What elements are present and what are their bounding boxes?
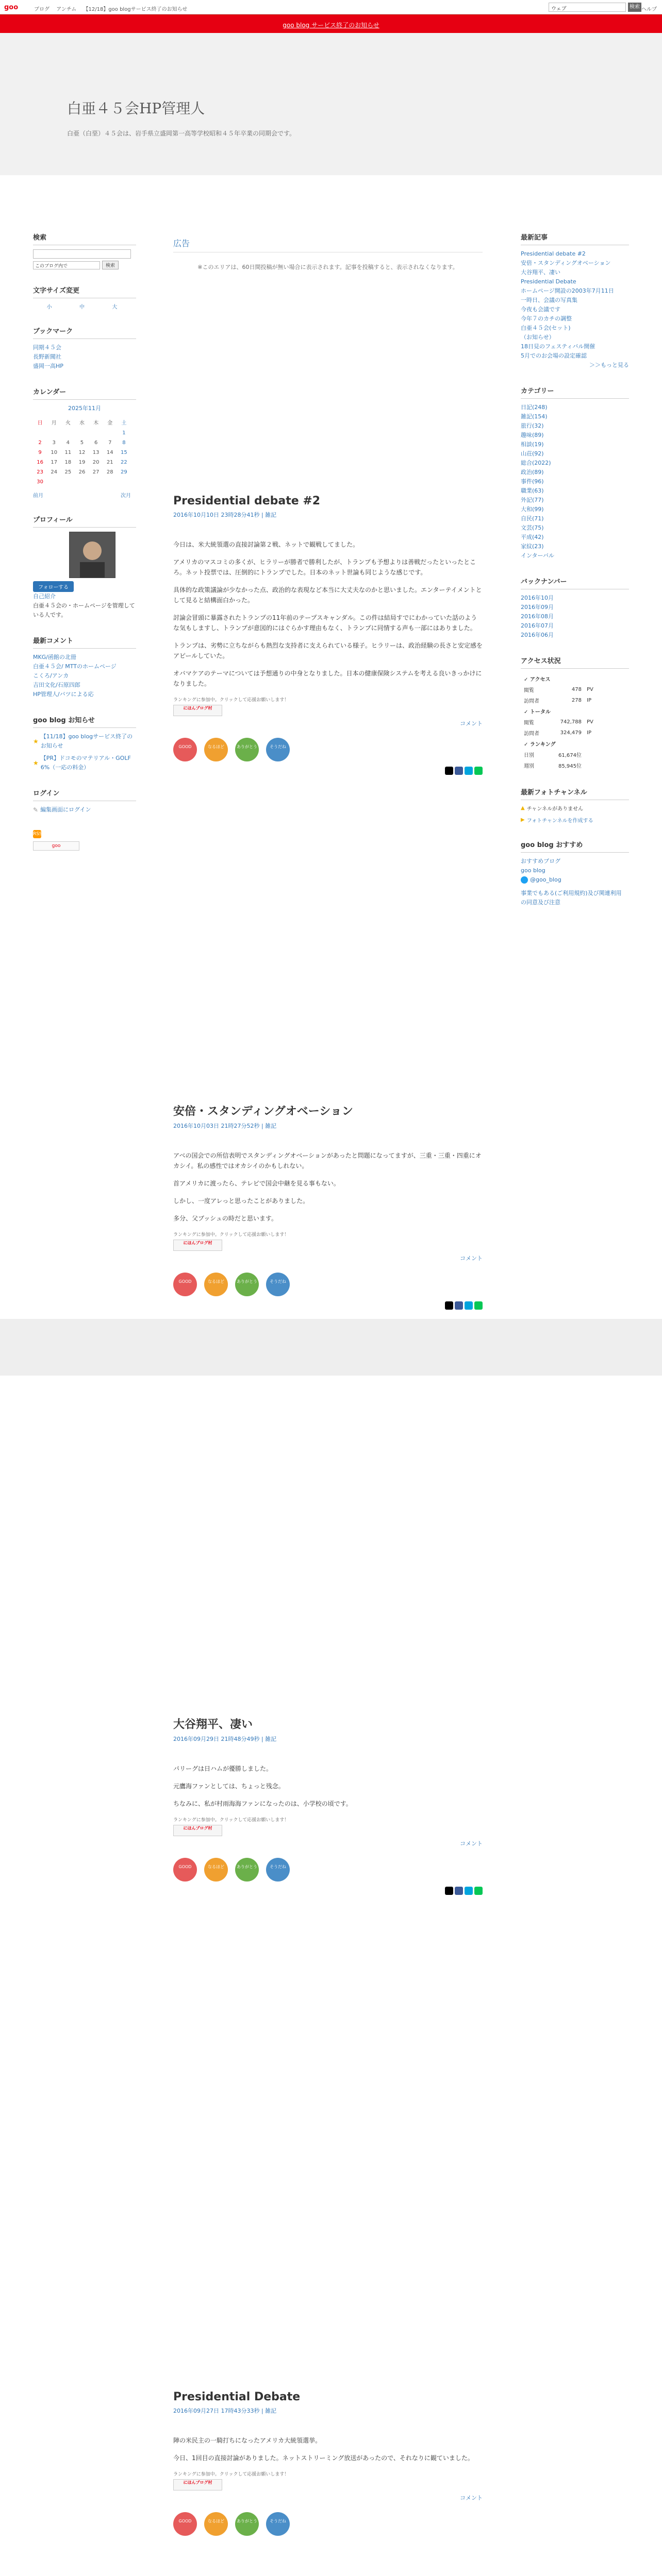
access-value: 324,479	[560, 730, 582, 736]
category-heading: カテゴリー	[521, 385, 629, 399]
photo-channel-heading: 最新フォトチャンネル	[521, 787, 629, 800]
ranking-label: ランキングに参加中。クリックして応援お願いします！	[173, 2472, 289, 2477]
calendar-day[interactable]: 1	[122, 430, 126, 436]
entry-paragraph: 多分、父ブッシュの時だと思います。	[173, 1215, 277, 1222]
recent-post-item[interactable]: Presidential debate #2	[521, 250, 586, 257]
blog-header	[0, 33, 662, 175]
calendar-day[interactable]: 13	[92, 450, 100, 455]
facebook-share-icon[interactable]	[455, 1887, 463, 1895]
entry-paragraph: 今日、1回目の直接討論がありました。ネットストリーミング放送があったので、それなりに観ていました。	[173, 2454, 474, 2462]
photo-channel-empty: チャンネルがありません	[526, 806, 584, 812]
category-item[interactable]: 日記(248)	[521, 404, 548, 411]
entry-body	[173, 539, 483, 689]
calendar-day	[61, 477, 75, 487]
backnumber-heading: バックナンバー	[521, 576, 629, 589]
calendar-weekday: 水	[79, 420, 85, 426]
blog-entry	[173, 495, 483, 776]
calendar-day	[47, 477, 61, 487]
calendar-day	[75, 428, 89, 438]
access-label: 訪問者	[524, 699, 539, 704]
recent-post-item[interactable]: Presidential Debate	[521, 278, 576, 285]
left-sidebar	[33, 232, 136, 866]
banner-text: にほんブログ村	[183, 706, 212, 710]
calendar-heading: カレンダー	[33, 386, 136, 400]
goodpost-button[interactable]: ありがとう	[235, 1858, 259, 1882]
calendar-day[interactable]: 19	[78, 460, 86, 465]
category-item[interactable]: 総合(2022)	[521, 460, 551, 466]
news-heading: goo blog お知らせ	[33, 715, 136, 728]
create-photo-channel[interactable]: フォトチャンネルを作成する	[526, 818, 593, 824]
ranking-box	[173, 2470, 483, 2490]
goodpost-button[interactable]: ありがとう	[235, 2512, 259, 2536]
entry-paragraph: パリーグは日ハムが優勝しました。	[173, 1765, 273, 1772]
goodpost-button[interactable]: なるほど	[204, 1858, 228, 1882]
recommend-heading: goo blog おすすめ	[521, 839, 629, 853]
recent-posts-heading: 最新記事	[521, 232, 629, 245]
access-value: 278	[571, 698, 582, 703]
banner-text: にほんブログ村	[183, 1826, 212, 1831]
backnumber-item[interactable]: 2016年07月	[521, 622, 554, 629]
access-unit: IP	[587, 698, 591, 703]
calendar-day[interactable]: 3	[52, 440, 56, 446]
calendar-day[interactable]: 15	[121, 450, 127, 455]
banner-text: にほんブログ村	[183, 1241, 212, 1245]
calendar-day[interactable]: 9	[38, 450, 42, 455]
category-item[interactable]: 政治(89)	[521, 469, 544, 476]
calendar-day[interactable]: 5	[80, 440, 84, 446]
help-link[interactable]: ヘルプ	[641, 7, 657, 12]
recent-comment-item[interactable]: MKG/函館の北冊	[33, 654, 76, 660]
access-value: 85,945位	[558, 764, 582, 769]
x-share-icon[interactable]	[445, 1301, 453, 1310]
entry-paragraph: しかし、一度アレっと思ったことがありました。	[173, 1197, 309, 1205]
calendar-day[interactable]: 17	[51, 460, 58, 465]
category-item[interactable]: 職業(63)	[521, 487, 544, 494]
calendar-prev[interactable]: 前月	[33, 493, 43, 499]
access-value: 742,788	[560, 719, 582, 725]
access-label: 週別	[524, 764, 534, 769]
recent-post-item[interactable]: 18日見のフェスティバル開催	[521, 343, 595, 350]
search-input[interactable]: ウェブ	[549, 3, 626, 12]
font-size-heading: 文字サイズ変更	[33, 285, 136, 298]
calendar-day[interactable]: 18	[64, 460, 72, 465]
more-link[interactable]: ＞＞もっと見る	[589, 362, 629, 368]
calendar-day[interactable]: 22	[121, 460, 127, 465]
twitter-icon	[521, 876, 528, 884]
calendar-month: 2025年11月	[68, 405, 101, 412]
access-unit: PV	[587, 719, 593, 725]
entry-paragraph: 陣の米民主の一騎打ちになったアメリカ大統領選挙。	[173, 2437, 322, 2444]
entry-date[interactable]: 2016年09月27日 17時43分33秒 | 雑記	[173, 2408, 277, 2414]
recent-post-item[interactable]: 大谷翔平、凄い	[521, 269, 560, 276]
calendar-day	[75, 477, 89, 487]
access-table	[521, 673, 597, 771]
goodpost-button[interactable]: ありがとう	[235, 1273, 259, 1296]
ranking-label: ランキングに参加中。クリックして応援お願いします！	[173, 698, 289, 703]
blog-title[interactable]: 白亜４５会HP管理人	[67, 100, 205, 117]
calendar-day[interactable]: 6	[94, 440, 98, 446]
calendar-day	[103, 477, 117, 487]
calendar-next[interactable]: 次月	[121, 493, 131, 499]
notice-bar	[0, 14, 662, 33]
goodpost-button[interactable]: そうだね	[266, 1273, 290, 1296]
blog-search-input[interactable]	[33, 249, 131, 259]
category-item[interactable]: 雑記(154)	[521, 413, 548, 420]
comment-link[interactable]: コメント	[460, 720, 483, 727]
category-item[interactable]: 山荘(92)	[521, 450, 544, 457]
calendar-day[interactable]: 4	[66, 440, 70, 446]
news-item[interactable]: 【11/18】goo blogサービス終了のお知らせ	[40, 733, 133, 749]
right-sidebar	[521, 232, 629, 923]
comment-link[interactable]: コメント	[460, 1255, 483, 1262]
font-size-large[interactable]: 大	[112, 304, 118, 310]
calendar-table	[33, 416, 131, 487]
calendar-day[interactable]: 14	[106, 450, 113, 455]
calendar-day[interactable]: 12	[78, 450, 86, 455]
category-item[interactable]: 家紋(23)	[521, 543, 544, 550]
calendar-day[interactable]: 8	[122, 440, 126, 446]
access-unit: PV	[587, 687, 593, 692]
access-label: 訪問者	[524, 731, 539, 737]
entry-paragraph: アベの国会での所信表明でスタンディングオベーションがあったと問題になってますが、三重・三重・四重にオカシイ。私の感性ではオカシイのかもしれない。	[173, 1152, 482, 1170]
warning-icon: ▲	[521, 805, 525, 811]
calendar-weekday: 日	[37, 420, 43, 426]
share-bar	[173, 1301, 483, 1311]
recommend-item[interactable]: @goo_blog	[530, 876, 561, 883]
access-unit	[585, 750, 595, 759]
entry-title[interactable]: 大谷翔平、凄い	[173, 1718, 253, 1731]
access-value: 61,674位	[558, 753, 582, 758]
bookmark-item[interactable]: 長野新聞社	[33, 353, 61, 360]
entry-paragraph: アメリカのマスコミの多くが、ヒラリーが勝者で勝利したが、トランプも予想よりは善戦だったといったところ。ネット投票では、圧倒的にトランプでした。日本のネット世論も同じような感じです。	[173, 558, 476, 576]
banner-text: にほんブログ村	[183, 2480, 212, 2485]
entry-body	[173, 2435, 483, 2463]
login-link[interactable]: 編集画面にログイン	[40, 806, 91, 813]
font-size-small[interactable]: 小	[46, 304, 52, 310]
entry-date[interactable]: 2016年10月10日 23時28分41秒 | 雑記	[173, 512, 277, 518]
top-nav-antimu[interactable]: アンチム	[56, 7, 77, 12]
entry-paragraph: 具体的な政策議論が少なかった点、政治的な表現など本当に大丈夫なのかと思いました。エンターテイメントとして見ると結構面白かった。	[173, 586, 482, 604]
search-heading: 検索	[33, 232, 136, 245]
access-heading: アクセス状況	[521, 655, 629, 669]
entry-paragraph: 首アメリカに渡ったら、テレビで国会中継を見る事もない。	[173, 1180, 340, 1187]
ranking-label: ランキングに参加中。クリックして応援お願いします！	[173, 1232, 289, 1238]
category-item[interactable]: 大和(99)	[521, 506, 544, 513]
recommend-item[interactable]: goo blog	[521, 867, 545, 874]
share-bar	[173, 1887, 483, 1896]
search-scope-select[interactable]: このブログ内で	[33, 261, 100, 269]
search-button[interactable]: 検索	[628, 3, 641, 12]
plus-icon: ▶	[521, 817, 525, 823]
login-heading: ログイン	[33, 788, 136, 801]
recent-post-item[interactable]: 白亜４５会(セット)	[521, 325, 571, 331]
ranking-label: ランキングに参加中。クリックして応援お願いします！	[173, 1818, 289, 1823]
goodpost-button[interactable]: GOOD	[173, 2512, 197, 2536]
blog-ranking-banner[interactable]	[173, 705, 222, 716]
goodpost-button[interactable]: GOOD	[173, 1273, 197, 1296]
access-unit: IP	[587, 730, 591, 736]
comment-link[interactable]: コメント	[460, 1840, 483, 1847]
recent-comments-heading: 最新コメント	[33, 635, 136, 649]
goodpost-button[interactable]: そうだね	[266, 2512, 290, 2536]
goodpost-bar	[173, 738, 483, 761]
calendar-day[interactable]: 20	[92, 460, 100, 465]
terms-link-2[interactable]: の同意及び注意	[521, 899, 560, 906]
access-label: 日別	[524, 753, 534, 758]
share-bar	[173, 767, 483, 776]
entry-title[interactable]: Presidential debate #2	[173, 495, 321, 507]
calendar-day[interactable]: 16	[37, 460, 43, 465]
backnumber-item[interactable]: 2016年06月	[521, 632, 554, 638]
section-divider	[0, 1319, 662, 1376]
ranking-box	[173, 1231, 483, 1251]
goodpost-bar	[173, 1273, 483, 1296]
category-item[interactable]: 趣味(89)	[521, 432, 544, 438]
category-item[interactable]: 文芸(75)	[521, 524, 544, 531]
entry-paragraph: トランプは、劣勢に立ちながらも熱烈な支持者に支えられている様子。ヒラリーは、政治経験の長さと安定感をアピールしていた。	[173, 642, 483, 659]
calendar-weekday: 火	[65, 420, 71, 426]
profile-link[interactable]: 自己紹介	[33, 593, 56, 600]
calendar-day[interactable]: 25	[64, 469, 72, 475]
backnumber-item[interactable]: 2016年09月	[521, 604, 554, 611]
entry-paragraph: 元鷹海ファンとしては、ちょっと残念。	[173, 1783, 285, 1790]
calendar-day[interactable]: 24	[51, 469, 58, 475]
profile-heading: プロフィール	[33, 514, 136, 528]
goodpost-button[interactable]: なるほど	[204, 738, 228, 761]
backnumber-item[interactable]: 2016年08月	[521, 613, 554, 620]
recent-comment-item[interactable]: 吉田文化/石原四郎	[33, 682, 80, 688]
recent-post-item[interactable]: 安倍・スタンディングオベーション	[521, 260, 611, 266]
calendar-day	[33, 428, 47, 438]
goodpost-button[interactable]: GOOD	[173, 738, 197, 761]
blog-ranking-banner[interactable]	[173, 2479, 222, 2490]
category-item[interactable]: 旅行(32)	[521, 422, 544, 429]
ranking-box	[173, 1816, 483, 1836]
goodpost-button[interactable]: なるほど	[204, 1273, 228, 1296]
goo-blog-badge[interactable]: goo	[33, 841, 79, 851]
facebook-share-icon[interactable]	[455, 1301, 463, 1310]
recent-post-item[interactable]: ホームページ開設の2003年7月11日	[521, 287, 614, 294]
entry-date[interactable]: 2016年10月03日 21時27分52秒 | 雑記	[173, 1123, 277, 1129]
calendar-day[interactable]: 21	[106, 460, 113, 465]
goo-logo[interactable]: goo	[4, 4, 19, 11]
backnumber-item[interactable]: 2016年10月	[521, 595, 554, 601]
category-item[interactable]: 自民(71)	[521, 515, 544, 522]
top-nav-blog[interactable]: ブログ	[34, 7, 49, 12]
recommend-item[interactable]: おすすめブログ	[521, 858, 561, 865]
entry-body	[173, 1150, 483, 1224]
notice-link[interactable]: goo blog サービス終了のお知らせ	[283, 22, 379, 29]
calendar-day[interactable]: 10	[51, 450, 58, 455]
goodpost-button[interactable]: GOOD	[173, 1858, 197, 1882]
calendar-day	[103, 428, 117, 438]
profile-text: 白亜４５会の・ホームページを管理している人です。	[33, 602, 135, 618]
rss-icon[interactable]: RSS	[33, 830, 41, 838]
access-label: 閲覧	[524, 720, 534, 726]
x-share-icon[interactable]	[445, 767, 453, 775]
entry-title[interactable]: 安倍・スタンディングオベーション	[173, 1105, 353, 1118]
news-item[interactable]: 【PR】ドコモのマテリアル・GOLF 6%（一応の料金）	[40, 755, 131, 771]
pencil-icon: ✎	[33, 806, 39, 814]
entry-paragraph: 討論会冒頭に暴露されたトランプの11年前のテープスキャンダル。この件は結局すでにわかっていた話のような気もしますし、トランプが意図的にはぐらかす理由もなく、トランプに同情する声も一部にはありました。	[173, 614, 477, 632]
calendar-day[interactable]: 30	[37, 479, 43, 485]
goodpost-button[interactable]: そうだね	[266, 738, 290, 761]
category-item[interactable]: 事件(96)	[521, 478, 544, 485]
blog-description: 白亜（白堊）４５会は、岩手県立盛岡第一高等学校昭和４５年卒業の同期会です。	[67, 130, 296, 137]
calendar-day[interactable]: 27	[92, 469, 100, 475]
hatena-share-icon[interactable]	[465, 1301, 473, 1310]
category-item[interactable]: 相談(19)	[521, 441, 544, 448]
blog-entry	[173, 2391, 483, 2536]
calendar-day	[89, 477, 103, 487]
blog-ranking-banner[interactable]	[173, 1240, 222, 1251]
entry-paragraph: オバマケアのテーマについては予想通りの中身となりました。日本の健康保険システムを考える良いきっかけになりました。	[173, 670, 482, 687]
calendar-day[interactable]: 7	[108, 440, 112, 446]
calendar-day[interactable]: 28	[106, 469, 113, 475]
access-section-label: ✓ アクセス	[524, 677, 551, 683]
bookmark-item[interactable]: 盛岡一高HP	[33, 363, 63, 369]
calendar-weekday: 木	[93, 420, 99, 426]
access-unit	[585, 760, 595, 770]
ranking-box	[173, 696, 483, 716]
calendar-day	[47, 428, 61, 438]
access-section-label: ✓ ランキング	[524, 742, 556, 748]
ad-heading: 広告	[173, 237, 483, 252]
category-item[interactable]: 平成(42)	[521, 534, 544, 540]
entry-paragraph: ちなみに、私が村雨海海ファンになったのは、小学校の頃です。	[173, 1800, 352, 1807]
entry-date[interactable]: 2016年09月29日 21時48分49秒 | 雑記	[173, 1736, 277, 1742]
calendar-day[interactable]: 26	[78, 469, 86, 475]
calendar-weekday: 金	[107, 420, 113, 426]
goodpost-button[interactable]: そうだね	[266, 1858, 290, 1882]
recent-post-item[interactable]: 今年７のカチの調整	[521, 315, 572, 322]
entry-body	[173, 1764, 483, 1809]
font-size-medium[interactable]: 中	[79, 304, 85, 310]
calendar-day[interactable]: 11	[64, 450, 72, 455]
facebook-share-icon[interactable]	[455, 767, 463, 775]
calendar-day	[117, 477, 131, 487]
blog-ranking-banner[interactable]	[173, 1825, 222, 1836]
access-label: 閲覧	[524, 688, 534, 693]
category-item[interactable]: 外記(77)	[521, 497, 544, 503]
calendar-weekday: 月	[51, 420, 57, 426]
x-share-icon[interactable]	[445, 1887, 453, 1895]
line-share-icon[interactable]	[474, 1887, 483, 1895]
blog-entry	[173, 1103, 483, 1311]
star-icon: ★	[33, 759, 39, 767]
hatena-share-icon[interactable]	[465, 1887, 473, 1895]
top-bar	[0, 0, 662, 14]
recent-post-item[interactable]: （お知らせ）	[521, 334, 555, 341]
calendar-day[interactable]: 23	[37, 469, 43, 475]
category-item[interactable]: インターバル	[521, 552, 555, 559]
goodpost-bar	[173, 2512, 483, 2536]
comment-link[interactable]: コメント	[460, 2495, 483, 2501]
entry-paragraph: 今日は、米大統領選の直接討論第２戦、ネットで観戦してました。	[173, 541, 359, 548]
top-nav-notice[interactable]: 【12/18】goo blogサービス終了のお知らせ	[83, 7, 188, 12]
profile-avatar[interactable]	[69, 532, 115, 578]
goodpost-bar	[173, 1858, 483, 1882]
access-value: 478	[571, 687, 582, 692]
hatena-share-icon[interactable]	[465, 767, 473, 775]
goodpost-button[interactable]: ありがとう	[235, 738, 259, 761]
recent-comment-item[interactable]: HP管理人/バツによる応	[33, 691, 94, 698]
bookmark-item[interactable]: 同期４５会	[33, 344, 61, 351]
recent-post-item[interactable]: 一時日、会議の写真集	[521, 297, 577, 303]
recent-comment-item[interactable]: こくろ/アンカ	[33, 672, 69, 679]
recent-post-item[interactable]: 5月でのお会場の設定確認	[521, 352, 587, 359]
line-share-icon[interactable]	[474, 1301, 483, 1310]
star-icon: ★	[33, 738, 39, 745]
goodpost-button[interactable]: なるほど	[204, 2512, 228, 2536]
entry-title[interactable]: Presidential Debate	[173, 2391, 301, 2403]
blog-entry	[173, 1716, 483, 1896]
calendar-day	[89, 428, 103, 438]
follow-button[interactable]: フォローする	[33, 581, 74, 592]
access-section-label: ✓ トータル	[524, 709, 551, 715]
bookmark-heading: ブックマーク	[33, 326, 136, 339]
calendar-day	[61, 428, 75, 438]
calendar-day[interactable]: 2	[38, 440, 42, 446]
ad-notice: ※このエリアは、60日間投稿が無い場合に表示されます。記事を投稿すると、表示されなくなります。	[197, 264, 458, 270]
calendar-weekday: 土	[121, 420, 127, 426]
blog-search-button[interactable]: 検索	[102, 261, 119, 269]
recent-comment-item[interactable]: 白亜４５会/ MTTのホームページ	[33, 663, 117, 670]
top-nav	[34, 5, 192, 12]
line-share-icon[interactable]	[474, 767, 483, 775]
calendar-day[interactable]: 29	[121, 469, 127, 475]
terms-link[interactable]: 事業でもある(ご利用規約)及び関連利用	[521, 890, 622, 896]
recent-post-item[interactable]: 今夜も会議です	[521, 306, 560, 313]
